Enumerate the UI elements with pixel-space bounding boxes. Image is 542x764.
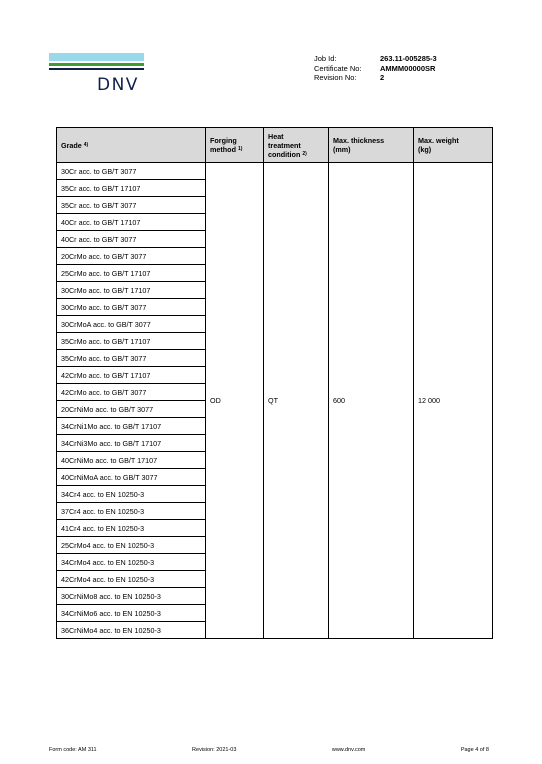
logo-wordmark: DNV [97,75,139,95]
certificate-row [314,64,437,74]
grade-cell: 35Cr acc. to GB/T 17107 [57,180,206,197]
grades-table [56,127,493,639]
certificate-label: Certificate No: [314,63,362,73]
grade-cell: 36CrNiMo4 acc. to EN 10250-3 [57,622,206,639]
logo-bar-light-blue [49,53,144,61]
heat-footnote-ref: 2) [302,150,307,157]
grade-cell: 25CrMo4 acc. to EN 10250-3 [57,537,206,554]
grade-cell: 34CrNi3Mo acc. to GB/T 17107 [57,435,206,452]
max-thickness-cell: 600 [329,163,414,639]
job-id-row [314,54,437,64]
logo-bar-navy [49,68,144,70]
form-code: Form code: AM 311 [49,747,97,753]
revision-value: 2 [380,73,385,82]
page-footer [49,747,489,753]
grade-footnote-ref: 4) [83,141,89,148]
grade-cell: 30CrMo acc. to GB/T 3077 [57,299,206,316]
dnv-logo [49,53,144,93]
revision-row [314,73,437,83]
certificate-meta [314,54,437,83]
forging-footnote-ref: 1) [237,146,243,152]
grade-cell: 42CrMo acc. to GB/T 17107 [57,367,206,384]
header-max-weight: Max. weight (kg) [414,128,493,163]
grade-cell: 30Cr acc. to GB/T 3077 [57,163,206,180]
grade-cell: 34CrNiMo6 acc. to EN 10250-3 [57,605,206,622]
header-heat-treatment: Heat treatment condition $^{2)}$ [264,128,329,163]
grade-cell: 35Cr acc. to GB/T 3077 [57,197,206,214]
grade-cell: 20CrNiMo acc. to GB/T 3077 [57,401,206,418]
header-grade: Grade $^{4)}$ [57,128,206,163]
grade-cell: 40CrNiMo acc. to GB/T 17107 [57,452,206,469]
page-number: Page 4 of 8 [460,747,489,753]
max-weight-cell: 12 000 [414,163,493,639]
revision-date: Revision: 2021-03 [192,747,237,753]
grade-cell: 30CrMo acc. to GB/T 17107 [57,282,206,299]
grade-cell: 35CrMo acc. to GB/T 3077 [57,350,206,367]
grade-cell: 25CrMo acc. to GB/T 17107 [57,265,206,282]
table-header-row [57,128,493,163]
header-forging-method: Forging method $^{1)}$ [206,128,264,163]
forging-method-cell: OD [206,163,264,639]
revision-label: Revision No: [314,73,357,82]
website: www.dnv.com [331,747,366,753]
header-max-thickness: Max. thickness (mm) [329,128,414,163]
grade-cell: 40CrNiMoA acc. to GB/T 3077 [57,469,206,486]
grade-cell: 40Cr acc. to GB/T 3077 [57,231,206,248]
logo-bar-green [49,63,144,66]
job-id-value: 263.11-005285-3 [380,54,437,63]
grade-cell: 34Cr4 acc. to EN 10250-3 [57,486,206,503]
grade-cell: 42CrMo acc. to GB/T 3077 [57,384,206,401]
table-body [57,163,493,639]
grade-cell: 35CrMo acc. to GB/T 17107 [57,333,206,350]
grade-cell: 37Cr4 acc. to EN 10250-3 [57,503,206,520]
grade-cell: 41Cr4 acc. to EN 10250-3 [57,520,206,537]
grade-cell: 30CrNiMo8 acc. to EN 10250-3 [57,588,206,605]
grade-cell: 40Cr acc. to GB/T 17107 [57,214,206,231]
grade-cell: 42CrMo4 acc. to EN 10250-3 [57,571,206,588]
table-row [57,163,493,180]
grade-cell: 20CrMo acc. to GB/T 3077 [57,248,206,265]
job-id-label: Job Id: [314,54,337,63]
certificate-value: AMMM00000SR [380,63,436,73]
grade-cell: 34CrNi1Mo acc. to GB/T 17107 [57,418,206,435]
grade-cell: 30CrMoA acc. to GB/T 3077 [57,316,206,333]
grade-cell: 34CrMo4 acc. to EN 10250-3 [57,554,206,571]
heat-treatment-cell: QT [264,163,329,639]
